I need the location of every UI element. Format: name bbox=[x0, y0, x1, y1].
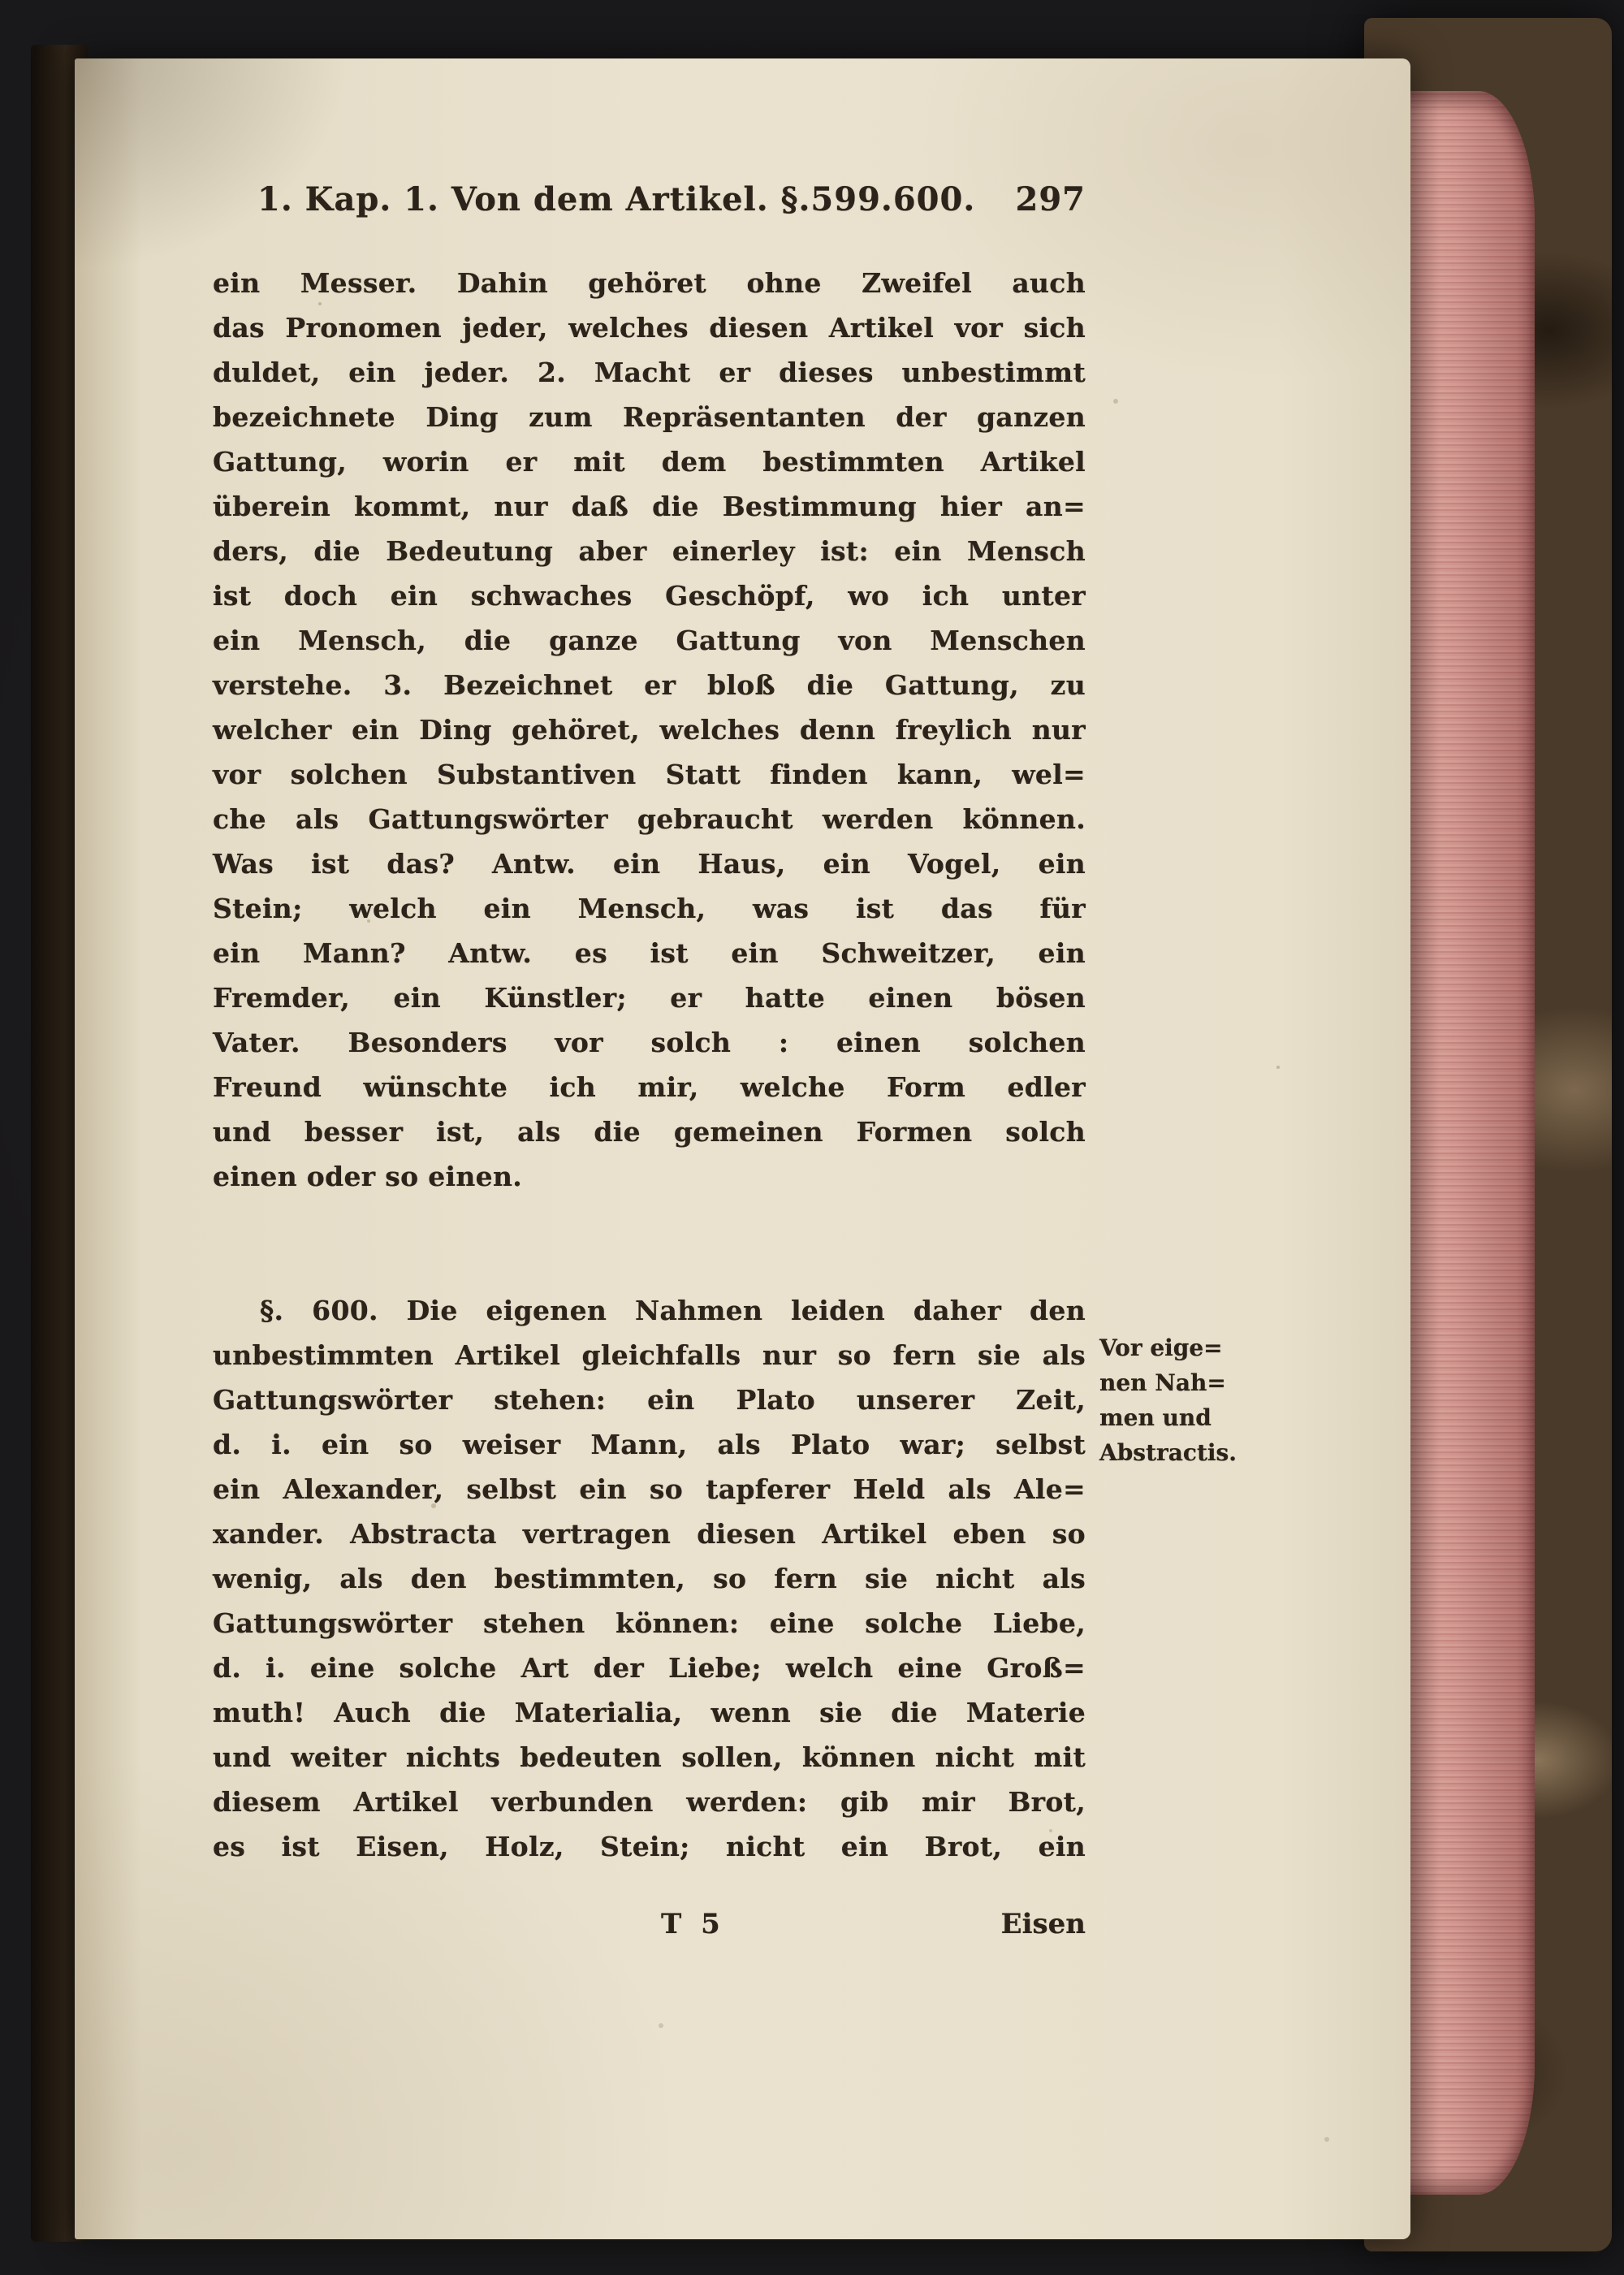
text-line: Freund wünschte ich mir, welche Form edler bbox=[213, 1071, 1086, 1103]
book-page bbox=[75, 58, 1410, 2239]
text-line: Abstractis. bbox=[1099, 1439, 1237, 1466]
text-line: Fremder, ein Künstler; er hatte einen bösen bbox=[213, 982, 1086, 1014]
signature-mark: T 5 bbox=[661, 1908, 725, 1940]
text-line: Stein; welch ein Mensch, was ist das für bbox=[213, 893, 1086, 924]
page-footer bbox=[213, 1908, 1086, 1957]
text-line: und besser ist, als die gemeinen Formen solch bbox=[213, 1116, 1086, 1148]
text-line: Gattung, worin er mit dem bestimmten Artikel bbox=[213, 446, 1086, 478]
text-line: Vor eige= bbox=[1099, 1334, 1223, 1361]
page-header bbox=[213, 180, 1086, 218]
text-line: das Pronomen jeder, welches diesen Artikel vor sich bbox=[213, 312, 1086, 344]
text-line: muth! Auch die Materialia, wenn sie die Materie bbox=[213, 1697, 1086, 1728]
text-line: men und bbox=[1099, 1404, 1212, 1431]
text-line: ein Messer. Dahin gehöret ohne Zweifel auch bbox=[213, 267, 1086, 299]
text-line: duldet, ein jeder. 2. Macht er dieses unbestimmt bbox=[213, 357, 1086, 388]
paragraph-section-600 bbox=[213, 1288, 1086, 1869]
text-line: es ist Eisen, Holz, Stein; nicht ein Brot, ein bbox=[213, 1831, 1086, 1862]
section-600-block bbox=[213, 1288, 1237, 1869]
text-column bbox=[213, 180, 1237, 1957]
text-line: §. 600. Die eigenen Nahmen leiden daher den bbox=[260, 1295, 1086, 1326]
text-line: d. i. ein so weiser Mann, als Plato war; selbst bbox=[213, 1429, 1086, 1460]
text-line: Was ist das? Antw. ein Haus, ein Vogel, ein bbox=[213, 848, 1086, 880]
text-line: Gattungswörter stehen können: eine solche Liebe, bbox=[213, 1607, 1086, 1639]
text-line: ein Mann? Antw. es ist ein Schweitzer, ein bbox=[213, 937, 1086, 969]
text-line: d. i. eine solche Art der Liebe; welch eine Groß= bbox=[213, 1652, 1086, 1684]
text-line: welcher ein Ding gehöret, welches denn freylich nur bbox=[213, 714, 1086, 746]
text-line: verstehe. 3. Bezeichnet er bloß die Gattung, zu bbox=[213, 669, 1086, 701]
text-line: ein Mensch, die ganze Gattung von Menschen bbox=[213, 625, 1086, 656]
text-line: unbestimmten Artikel gleichfalls nur so fern sie als bbox=[213, 1339, 1086, 1371]
text-line: Vater. Besonders vor solch : einen solchen bbox=[213, 1027, 1086, 1058]
catchword: Eisen bbox=[1000, 1908, 1086, 1940]
text-line: und weiter nichts bedeuten sollen, können nicht mit bbox=[213, 1741, 1086, 1773]
paragraph-1 bbox=[213, 261, 1086, 1199]
page-number: 297 bbox=[1015, 180, 1086, 218]
text-line: ist doch ein schwaches Geschöpf, wo ich unter bbox=[213, 580, 1086, 612]
text-line: überein kommt, nur daß die Bestimmung hier an= bbox=[213, 491, 1086, 522]
text-line: vor solchen Substantiven Statt finden kann, wel= bbox=[213, 759, 1086, 790]
text-line: diesem Artikel verbunden werden: gib mir Brot, bbox=[213, 1786, 1086, 1818]
text-line: wenig, als den bestimmten, so fern sie nicht als bbox=[213, 1563, 1086, 1594]
text-line: ein Alexander, selbst ein so tapferer Held als Ale= bbox=[213, 1473, 1086, 1505]
text-line: xander. Abstracta vertragen diesen Artikel eben so bbox=[213, 1518, 1086, 1550]
running-title: 1. Kap. 1. Von dem Artikel. §.599.600. bbox=[257, 180, 976, 218]
text-line: nen Nah= bbox=[1099, 1369, 1226, 1396]
text-line: Gattungswörter stehen: ein Plato unserer Zeit, bbox=[213, 1384, 1086, 1416]
text-line: bezeichnete Ding zum Repräsentanten der ganzen bbox=[213, 401, 1086, 433]
text-line: einen oder so einen. bbox=[213, 1161, 523, 1192]
margin-note bbox=[1099, 1330, 1311, 1470]
text-line: che als Gattungswörter gebraucht werden können. bbox=[213, 803, 1086, 835]
text-line: ders, die Bedeutung aber einerley ist: ein Mensch bbox=[213, 535, 1086, 567]
